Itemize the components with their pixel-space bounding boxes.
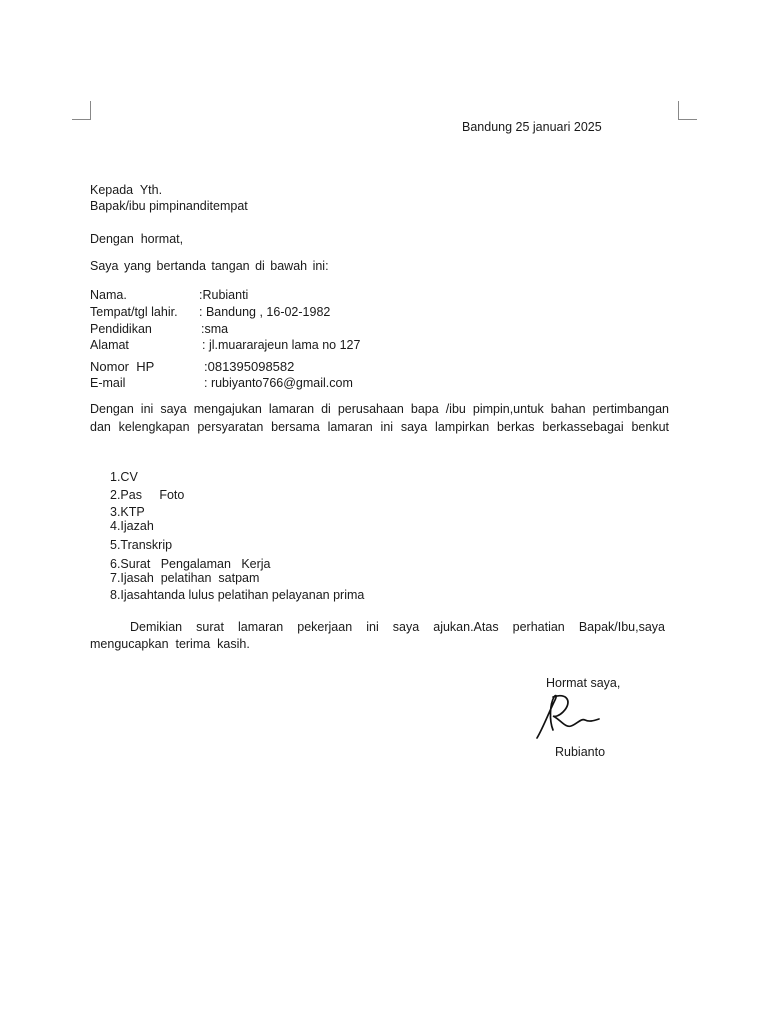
field-label-email: E-mail [90, 376, 126, 390]
closing-line-2: mengucapkan terima kasih. [90, 637, 250, 651]
field-value-birth: : Bandung , 16-02-1982 [199, 305, 331, 319]
field-value-address: : jl.muararajeun lama no 127 [202, 338, 361, 352]
crop-mark-top-right [678, 101, 697, 120]
field-label-address: Alamat [90, 338, 129, 352]
intro-line: Saya yang bertanda tangan di bawah ini: [90, 259, 329, 273]
field-label-name: Nama. [90, 288, 127, 302]
attachment-item: 4.Ijazah [110, 519, 154, 533]
attachment-item: 8.Ijasahtanda lulus pelatihan pelayanan prima [110, 588, 365, 602]
handwritten-signature [533, 690, 603, 742]
closing-line-1: Demikian surat lamaran pekerjaan ini saya ajukan.Atas perhatian Bapak/Ibu,saya [130, 620, 665, 634]
field-value-name: :Rubianti [199, 288, 249, 302]
field-value-email: : rubiyanto766@gmail.com [204, 376, 353, 390]
attachment-item: 3.KTP [110, 505, 145, 519]
field-label-phone: Nomor HP [90, 359, 155, 374]
body-line-1: Dengan ini saya mengajukan lamaran di perusahaan bapa /ibu pimpin,untuk bahan pertimbangan [90, 402, 669, 416]
signer-name: Rubianto [555, 745, 606, 759]
attachment-item: 6.Surat Pengalaman Kerja [110, 557, 271, 571]
field-value-phone: :081395098582 [204, 359, 295, 374]
place-date: Bandung 25 januari 2025 [462, 120, 602, 134]
attachment-item: 5.Transkrip [110, 538, 173, 552]
crop-mark-top-left [72, 101, 91, 120]
body-line-2: dan kelengkapan persyaratan bersama lamaran ini saya lampirkan berkas berkassebagai benkut [90, 420, 669, 434]
attachment-item: 2.Pas Foto [110, 488, 185, 502]
sign-off: Hormat saya, [546, 676, 621, 690]
field-value-education: :sma [201, 322, 229, 336]
recipient-line-2: Bapak/ibu pimpinanditempat [90, 199, 248, 213]
field-label-birth: Tempat/tgl lahir. [90, 305, 178, 319]
attachment-item: 7.Ijasah pelatihan satpam [110, 571, 260, 585]
recipient-line-1: Kepada Yth. [90, 183, 163, 197]
attachment-item: 1.CV [110, 470, 138, 484]
field-label-education: Pendidikan [90, 322, 152, 336]
salutation: Dengan hormat, [90, 232, 184, 246]
